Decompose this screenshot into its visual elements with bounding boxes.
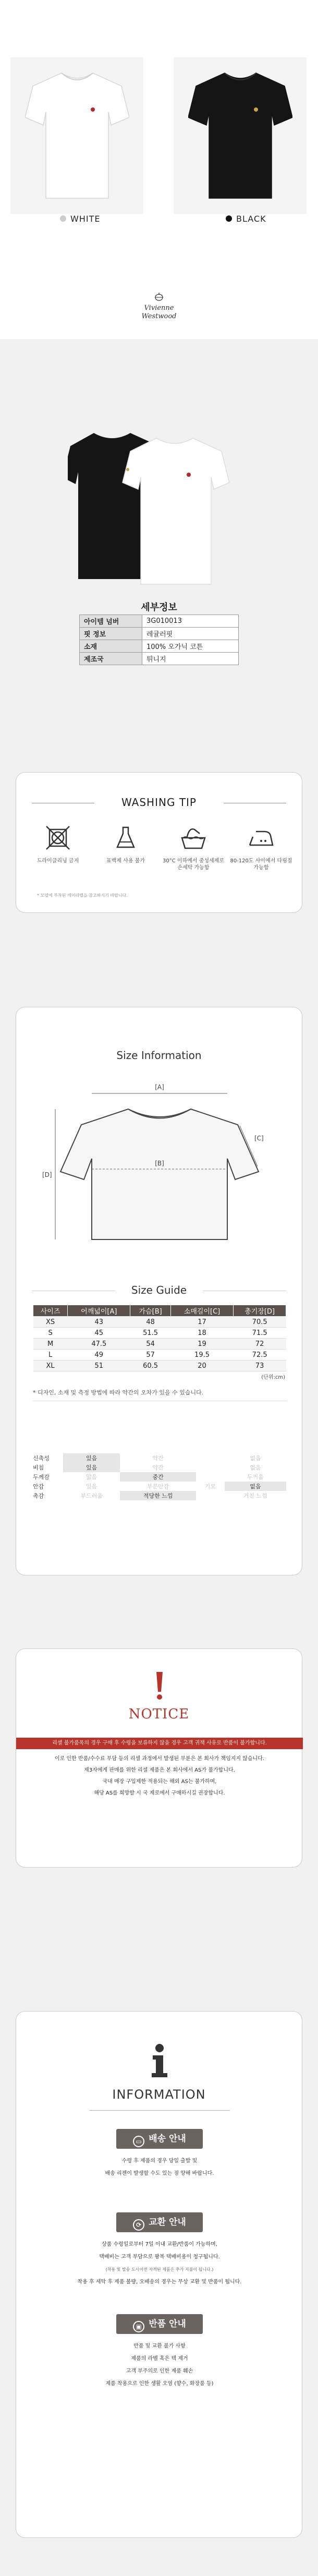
- table-row: 핏 정보 레귤러핏: [80, 628, 239, 640]
- delivery-badge: ▭ 배송 안내: [116, 2129, 203, 2149]
- brand-line-2: Westwood: [141, 312, 177, 320]
- washing-tip-section: [0, 746, 318, 970]
- wash-item-hand-wash: 30°C 이하에서 중성세제로 손세탁 가능함: [162, 822, 225, 871]
- notice-title: NOTICE: [128, 1706, 190, 1722]
- info-title: INFORMATION: [16, 2087, 302, 2102]
- iron-icon: [246, 822, 277, 853]
- fabric-feel-table: [33, 1453, 286, 1500]
- orb-logo-icon: [91, 107, 95, 112]
- white-tee-photo: [10, 57, 143, 214]
- label-c: [C]: [254, 1135, 264, 1142]
- color-options-section: [0, 0, 318, 339]
- label-a: [A]: [155, 1084, 164, 1091]
- size-guide-table: [33, 1305, 286, 1371]
- notice-body: 이로 인한 반품/수수료 부담 등의 리셀 과정에서 발생된 부분은 본 회사가 책임지지 않습니다. 제3자에게 판매를 위한 리셀 제품은 본 회사에서 AS가 불가합니다. 국내 매장 구입제한 적용되는 해외 AS는 불가하며, 해당 AS를 희망할 시 국 제로에서 구매하시길 권장합니다.: [54, 1756, 265, 1796]
- info-icon: [146, 2043, 173, 2079]
- washing-card: [16, 772, 302, 913]
- notice-card: [16, 1648, 302, 1868]
- size-guide-note: * 디자인, 소재 및 측정 방법에 따라 약간의 오차가 있을 수 있습니다.: [33, 1389, 204, 1396]
- label-b: [B]: [155, 1160, 164, 1167]
- label-d: [D]: [42, 1171, 52, 1178]
- wash-item-no-dryclean: 드라이클리닝 금지: [27, 822, 89, 864]
- table-row: 아이템 넘버 3G010013: [80, 615, 239, 628]
- table-row: XS 43 48 17 70.5: [33, 1317, 286, 1328]
- notice-highlight: 리셀 불가품목의 경우 구매 후 수령을 보류하지 않을 경우 고객 귀책 사유로 반품이 불가합니다.: [16, 1738, 303, 1749]
- return-badge: ▣ 반품 안내: [116, 2314, 203, 2334]
- color-option-white[interactable]: WHITE: [60, 214, 100, 224]
- table-row: 소재 100% 오가닉 코튼: [80, 640, 239, 653]
- table-row: XL 51 60.5 20 73: [33, 1361, 286, 1371]
- table-row: 두께감 얇음 중간 두꺼움: [33, 1472, 286, 1482]
- white-dot-icon: [60, 215, 66, 222]
- exchange-text: 상품 수령일로부터 7일 이내 교환/반품이 가능하며, 택배비는 고객 부담으로 왕복 택배비용이 청구됩니다. (착용 및 발송 도시이전 자격된 제품은 추가 지불이 됩니다.) 착용 후 세탁 후 제품 불량, 오배송의 경우는 무상 교환 및 반품이 됩니다.: [77, 2242, 242, 2285]
- pair-tshirt-photo: [68, 423, 250, 589]
- size-info-title: Size Information: [116, 1049, 202, 1062]
- return-box-icon: ▣: [133, 2321, 144, 2332]
- washing-title: WASHING TIP: [16, 796, 302, 809]
- table-row: 촉감 부드러움 적당한 느낌 거친 느낌: [33, 1491, 286, 1500]
- table-header-row: 사이즈 어깨넓이[A] 가슴[B] 소매길이[C] 총기장[D]: [33, 1305, 286, 1317]
- delivery-truck-icon: ▭: [133, 2136, 144, 2147]
- information-section: [0, 1938, 318, 2576]
- washing-note: * 모델에 부착된 케어라벨을 참고하시기 바랍니다.: [37, 893, 128, 898]
- notice-section: [0, 1609, 318, 1938]
- exclamation-icon: [149, 1670, 170, 1701]
- orb-logo-icon: [254, 107, 258, 112]
- no-tumble-dry-icon: [42, 822, 74, 853]
- table-row: 비침 있음 약간 없음: [33, 1463, 286, 1472]
- white-tshirt-image: [25, 68, 129, 203]
- orb-icon: [153, 292, 165, 302]
- size-section: [0, 970, 318, 1609]
- table-row: M 47.5 54 19 72: [33, 1339, 286, 1350]
- size-diagram: [40, 1067, 279, 1260]
- details-section: [0, 339, 318, 746]
- table-row: 신축성 있음 약간 없음: [33, 1453, 286, 1463]
- exchange-badge: ⟳ 교환 안내: [116, 2212, 203, 2232]
- unit-label: (단위:cm): [261, 1375, 285, 1380]
- table-row: 제조국 튀니지: [80, 653, 239, 665]
- two-tshirts-image: [68, 423, 250, 589]
- black-tshirt-image: [188, 68, 292, 203]
- return-text: 반품 및 교환 불가 사항 제품의 라벨 혹은 텍 제거 고객 부주의로 인한 제품 훼손 제품 착용으로 인한 생활 오염 (향수, 화장품 등): [105, 2343, 214, 2387]
- table-row: S 45 51.5 18 71.5: [33, 1328, 286, 1339]
- table-row: L 49 57 19.5 72.5: [33, 1350, 286, 1361]
- brand-logo: [130, 292, 188, 321]
- black-tee-photo: [174, 57, 307, 214]
- delivery-text: 수령 후 제품의 경우 당일 출발 및 배송 리젠이 발생할 수도 있는 점 양해 바랍니다.: [105, 2158, 214, 2176]
- size-card: [16, 1007, 302, 1575]
- wash-item-iron: 80-120도 사이에서 다림질 가능함: [230, 822, 292, 871]
- information-card: [16, 2011, 302, 2538]
- no-bleach-icon: [110, 822, 141, 853]
- hand-wash-icon: [178, 822, 209, 853]
- wash-item-no-bleach: 표백제 사용 불가: [94, 822, 157, 864]
- black-dot-icon: [226, 215, 232, 222]
- table-row: 안감 있음 부분안감 기모 없음: [33, 1482, 286, 1491]
- details-title: 세부정보: [141, 602, 177, 613]
- brand-line-1: Vivienne: [144, 304, 174, 312]
- size-guide-title: Size Guide: [16, 1284, 302, 1296]
- color-option-black[interactable]: BLACK: [226, 214, 266, 224]
- spec-table: [79, 615, 239, 665]
- exchange-cycle-icon: ⟳: [133, 2219, 144, 2231]
